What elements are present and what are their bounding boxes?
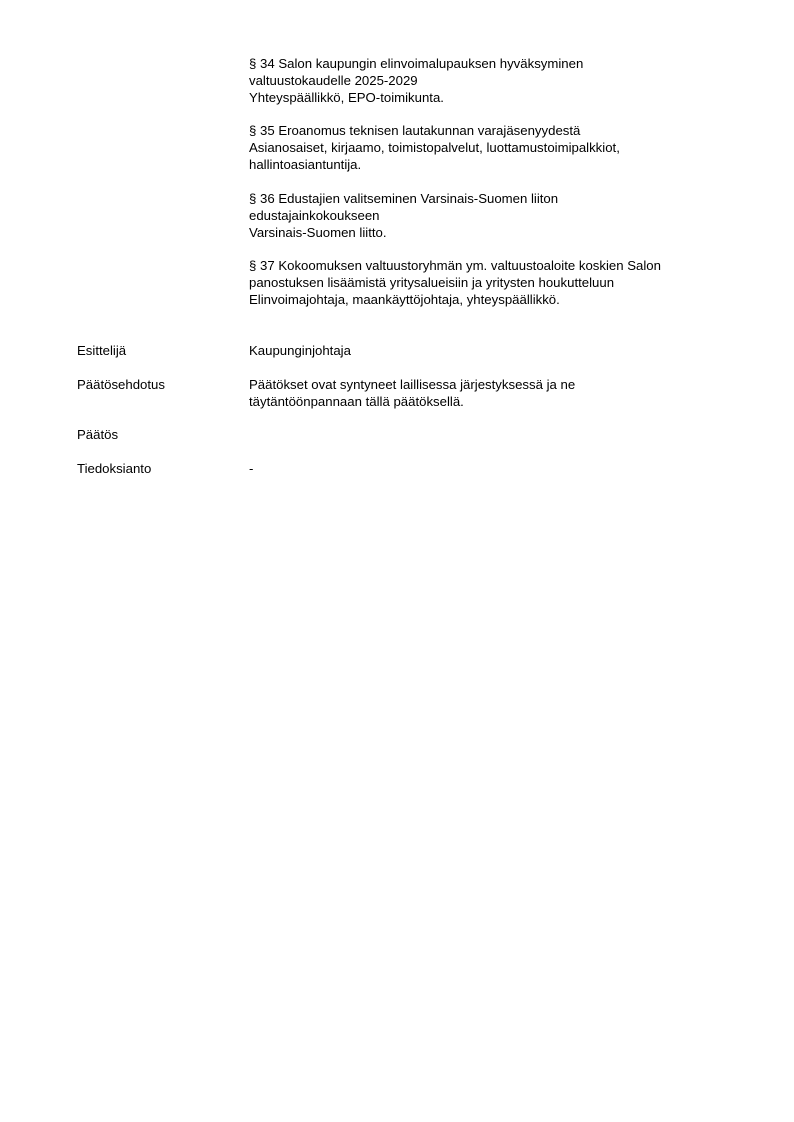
section-37 bbox=[249, 258, 729, 308]
section-36 bbox=[249, 191, 729, 241]
tiedoksianto-value-block bbox=[249, 461, 729, 478]
section-37-title-line-2: panostuksen lisäämistä yritysalueisiin ja yritysten houkutteluun bbox=[249, 274, 615, 290]
section-34-title-line-1: § 34 Salon kaupungin elinvoimalupauksen hyväksyminen bbox=[249, 56, 584, 71]
paatosehdotus-label: Päätösehdotus bbox=[77, 377, 165, 392]
tiedoksianto-label: Tiedoksianto bbox=[77, 461, 152, 476]
section-35-recipients-line-2: hallintoasiantuntija. bbox=[249, 156, 362, 172]
section-35-recipients-line-1: Asianosaiset, kirjaamo, toimistopalvelut, luottamustoimipalkkiot, bbox=[249, 139, 620, 155]
section-37-title-line-1: § 37 Kokoomuksen valtuustoryhmän ym. valtuustoaloite koskien Salon bbox=[249, 258, 661, 273]
tiedoksianto-value: - bbox=[249, 461, 254, 476]
paatosehdotus-line-2: täytäntöönpannaan tällä päätöksellä. bbox=[249, 393, 464, 409]
section-37-recipients: Elinvoimajohtaja, maankäyttöjohtaja, yhteyspäällikkö. bbox=[249, 291, 560, 307]
section-36-recipients: Varsinais-Suomen liitto. bbox=[249, 224, 387, 240]
section-34 bbox=[249, 56, 729, 106]
paatosehdotus-value-block bbox=[249, 377, 729, 411]
paatosehdotus-line-1: Päätökset ovat syntyneet laillisessa järjestyksessä ja ne bbox=[249, 377, 576, 392]
section-35-title-line-1: § 35 Eroanomus teknisen lautakunnan varajäsenyydestä bbox=[249, 123, 581, 138]
paatos-label: Päätös bbox=[77, 427, 119, 442]
section-34-title-line-2: valtuustokaudelle 2025-2029 bbox=[249, 72, 418, 88]
esittelija-value: Kaupunginjohtaja bbox=[249, 343, 351, 358]
section-36-title-line-2: edustajainkokoukseen bbox=[249, 207, 380, 223]
section-35 bbox=[249, 123, 729, 173]
section-34-recipients: Yhteyspäällikkö, EPO-toimikunta. bbox=[249, 89, 444, 105]
esittelija-label: Esittelijä bbox=[77, 343, 127, 358]
section-36-title-line-1: § 36 Edustajien valitseminen Varsinais-Suomen liiton bbox=[249, 191, 559, 206]
esittelija-value-block bbox=[249, 343, 729, 360]
